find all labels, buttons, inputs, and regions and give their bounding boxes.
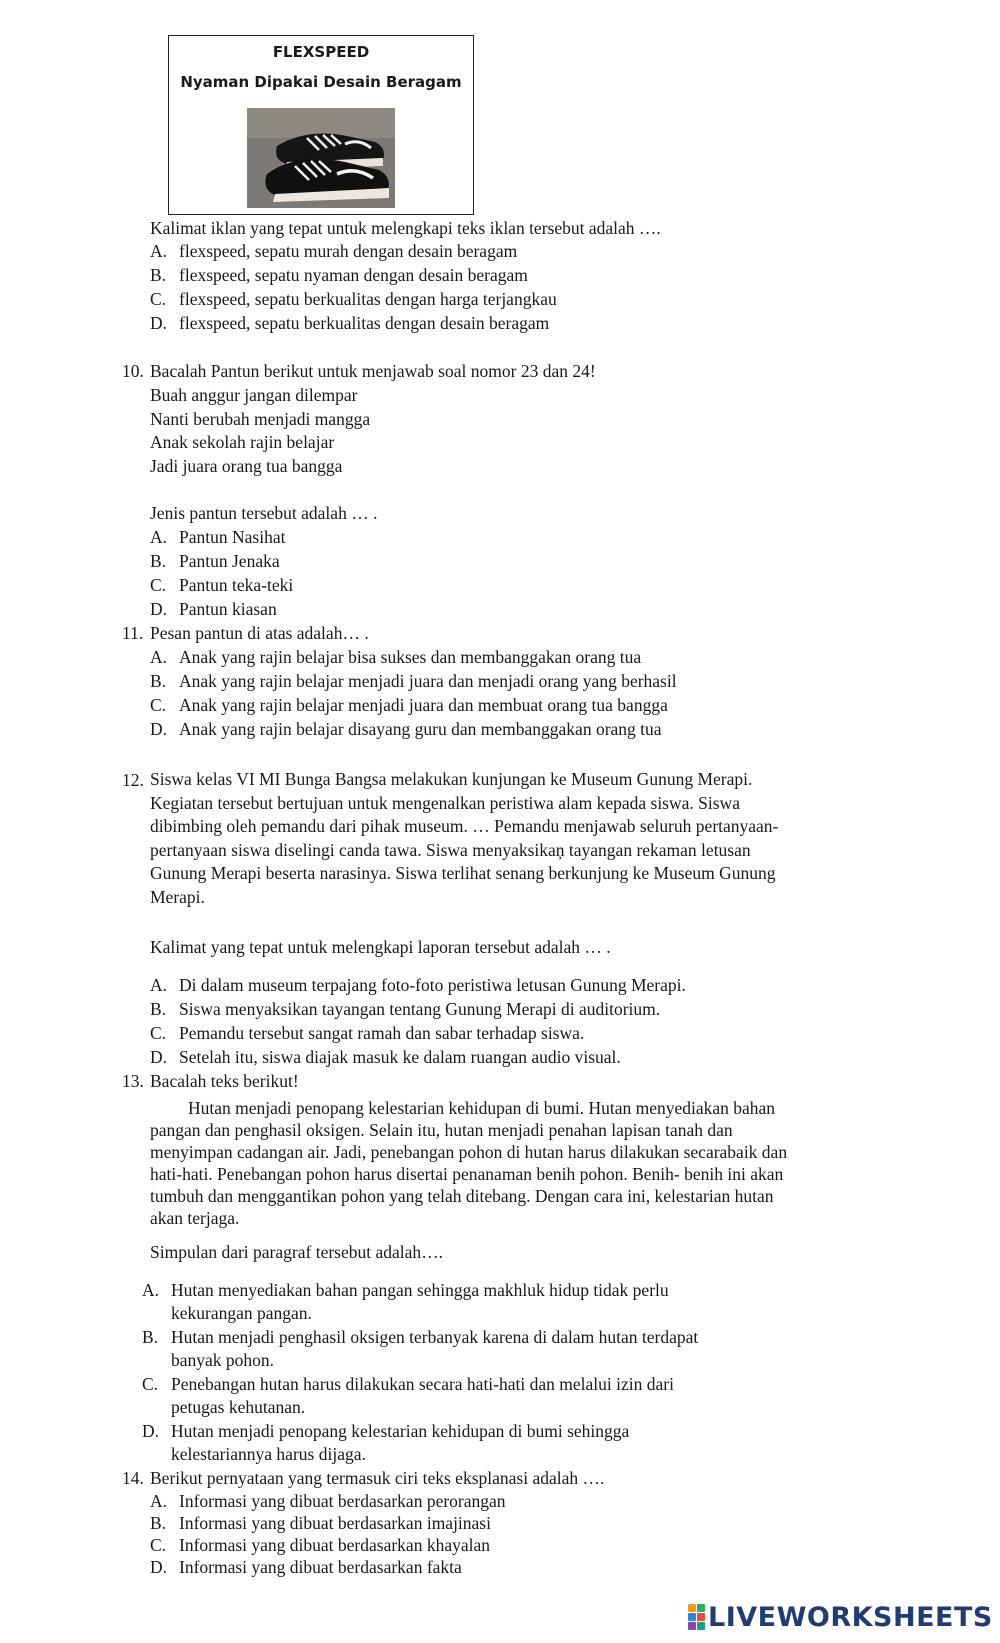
option-letter: A. (150, 527, 168, 547)
paragraph-line: hati-hati. Penebangan pohon harus disertai penanaman benih pohon. Benih- benih ini akan (150, 1164, 784, 1184)
q10-option-d[interactable] (150, 599, 277, 619)
option-letter: B. (150, 1513, 167, 1533)
q11-option-a[interactable] (150, 647, 641, 667)
logo-square (688, 1622, 696, 1630)
pantun-line: Anak sekolah rajin belajar (150, 432, 335, 452)
option-letter: A. (142, 1280, 160, 1300)
option-text: flexspeed, sepatu berkualitas dengan harga terjangkau (179, 289, 557, 309)
option-text-continued: kelestariannya harus dijaga. (171, 1444, 366, 1464)
option-letter: A. (150, 1491, 168, 1511)
q14-option-b[interactable] (150, 1513, 491, 1533)
q12-option-b[interactable] (150, 999, 660, 1019)
paragraph-line: Siswa kelas VI MI Bunga Bangsa melakukan kunjungan ke Museum Gunung Merapi. (150, 769, 753, 789)
option-text: Pantun Nasihat (179, 527, 286, 547)
q9-option-c[interactable] (150, 289, 557, 309)
q12-paragraph (150, 768, 860, 909)
option-letter: D. (150, 599, 168, 619)
liveworksheets-logo[interactable] (688, 1601, 993, 1633)
option-letter: C. (150, 289, 167, 309)
q11-stem: Pesan pantun di atas adalah… . (150, 623, 369, 643)
paragraph-line: Hutan menjadi penopang kelestarian kehidupan di bumi. Hutan menyediakan bahan (188, 1098, 776, 1118)
option-text: Hutan menjadi penghasil oksigen terbanyak karena di dalam hutan terdapat (171, 1327, 699, 1347)
option-letter: C. (150, 575, 167, 595)
option-text: Informasi yang dibuat berdasarkan khayalan (179, 1535, 490, 1555)
q14-stem: Berikut pernyataan yang termasuk ciri teks eksplanasi adalah …. (150, 1468, 605, 1488)
q13-question: Simpulan dari paragraf tersebut adalah…. (150, 1242, 444, 1262)
paragraph-line: pangan dan penghasil oksigen. Selain itu, hutan menjadi penahan lapisan tanah dan (150, 1120, 733, 1140)
option-letter: B. (150, 265, 167, 285)
q14-option-d[interactable] (150, 1557, 462, 1577)
option-text: Setelah itu, siswa diajak masuk ke dalam ruangan audio visual. (179, 1047, 621, 1067)
option-letter: D. (150, 313, 168, 333)
option-text: Hutan menjadi penopang kelestarian kehidupan di bumi sehingga (171, 1421, 630, 1441)
paragraph-line: pertanyaan siswa diselingi canda tawa. Siswa menyaksikaņ tayangan rekaman letusan (150, 839, 751, 860)
q12-number: 12. (122, 770, 144, 790)
logo-square (697, 1622, 705, 1630)
paragraph-line: menyimpan cadangan air. Jadi, penebangan pohon di hutan harus dilakukan secarabaik dan (150, 1142, 788, 1162)
option-letter: D. (142, 1421, 160, 1441)
logo-square (688, 1604, 696, 1612)
advertisement-box (168, 35, 474, 215)
option-letter: B. (150, 551, 167, 571)
option-text: Anak yang rajin belajar bisa sukses dan membanggakan orang tua (179, 647, 642, 667)
q10-option-a[interactable] (150, 527, 285, 547)
option-text: Informasi yang dibuat berdasarkan perorangan (179, 1491, 506, 1511)
option-text: Pantun kiasan (179, 599, 277, 619)
q9-option-d[interactable] (150, 313, 549, 333)
option-letter: C. (142, 1374, 159, 1394)
q13-option-d[interactable] (142, 1421, 629, 1441)
paragraph-line: Gunung Merapi beserta narasinya. Siswa terlihat senang berkunjung ke Museum Gunung (150, 863, 776, 883)
option-letter: D. (150, 1047, 168, 1067)
logo-square (688, 1613, 696, 1621)
paragraph-line: akan terjaga. (150, 1208, 240, 1228)
q9-option-b[interactable] (150, 265, 528, 285)
paragraph-line: Merapi. (150, 886, 205, 907)
paragraph-line: Kegiatan tersebut bertujuan untuk mengenalkan peristiwa alam kepada siswa. Siswa (150, 792, 740, 813)
pantun-line: Buah anggur jangan dilempar (150, 385, 358, 405)
option-text: Penebangan hutan harus dilakukan secara hati-hati dan melalui izin dari (171, 1374, 674, 1394)
paragraph-line: dibimbing oleh pemandu dari pihak museum. … Pemandu menjawab seluruh pertanyaan- (150, 816, 779, 836)
q10-question: Jenis pantun tersebut adalah … . (150, 503, 378, 523)
logo-square (697, 1604, 705, 1612)
option-text: Pemandu tersebut sangat ramah dan sabar terhadap siswa. (179, 1023, 585, 1043)
option-letter: A. (150, 241, 168, 261)
option-letter: C. (150, 1023, 167, 1043)
q12-option-a[interactable] (150, 975, 686, 995)
q10-option-b[interactable] (150, 551, 280, 571)
sneakers-photo (247, 108, 395, 208)
option-text-continued: petugas kehutanan. (171, 1397, 306, 1417)
q11-option-b[interactable] (150, 671, 677, 691)
option-letter: A. (150, 647, 168, 667)
q13-stem: Bacalah teks berikut! (150, 1071, 299, 1091)
q10-option-c[interactable] (150, 575, 293, 595)
logo-square (697, 1613, 705, 1621)
option-letter: B. (150, 671, 167, 691)
q14-option-c[interactable] (150, 1535, 490, 1555)
q11-number: 11. (122, 623, 144, 643)
q12-option-c[interactable] (150, 1023, 584, 1043)
option-text: Anak yang rajin belajar menjadi juara dan menjadi orang yang berhasil (179, 671, 677, 691)
q14-option-a[interactable] (150, 1491, 506, 1511)
option-letter: D. (150, 1557, 168, 1577)
q11-option-d[interactable] (150, 719, 662, 739)
ad-brand-name: FLEXSPEED (272, 43, 370, 61)
option-text: Hutan menyediakan bahan pangan sehingga makhluk hidup tidak perlu (171, 1280, 669, 1300)
q13-option-a[interactable] (142, 1280, 669, 1300)
pantun-line: Nanti berubah menjadi mangga (150, 409, 371, 429)
ad-tagline: Nyaman Dipakai Desain Beragam (180, 73, 462, 91)
option-letter: A. (150, 975, 168, 995)
q9-stem: Kalimat iklan yang tepat untuk melengkapi teks iklan tersebut adalah …. (150, 218, 661, 238)
q14-number: 14. (122, 1468, 144, 1488)
option-text: Informasi yang dibuat berdasarkan fakta (179, 1557, 462, 1577)
logo-text: LIVEWORKSHEETS (708, 1601, 993, 1633)
q12-question: Kalimat yang tepat untuk melengkapi laporan tersebut adalah … . (150, 937, 611, 957)
liveworksheets-logo-icon (688, 1604, 705, 1630)
option-text: Informasi yang dibuat berdasarkan imajinasi (179, 1513, 491, 1533)
option-letter: C. (150, 1535, 167, 1555)
q13-number: 13. (122, 1071, 144, 1091)
option-text: Siswa menyaksikan tayangan tentang Gunung Merapi di auditorium. (179, 999, 661, 1019)
q13-paragraph (150, 1097, 870, 1229)
option-text: flexspeed, sepatu nyaman dengan desain beragam (179, 265, 528, 285)
option-text: Pantun Jenaka (179, 551, 280, 571)
option-text: Di dalam museum terpajang foto-foto peristiwa letusan Gunung Merapi. (179, 975, 686, 995)
option-text-continued: kekurangan pangan. (171, 1303, 312, 1323)
q11-option-c[interactable] (150, 695, 668, 715)
option-text: flexspeed, sepatu berkualitas dengan desain beragam (179, 313, 550, 333)
q10-number: 10. (122, 361, 144, 381)
q10-stem: Bacalah Pantun berikut untuk menjawab soal nomor 23 dan 24! (150, 361, 596, 381)
option-text: Anak yang rajin belajar disayang guru dan membanggakan orang tua (179, 719, 662, 739)
option-text: flexspeed, sepatu murah dengan desain beragam (179, 241, 518, 261)
pantun-line: Jadi juara orang tua bangga (150, 456, 343, 476)
q9-option-a[interactable] (150, 241, 517, 261)
paragraph-line: tumbuh dan menggantikan pohon yang telah ditebang. Dengan cara ini, kelestarian hutan (150, 1186, 774, 1206)
option-text-continued: banyak pohon. (171, 1350, 275, 1370)
option-letter: D. (150, 719, 168, 739)
option-letter: B. (142, 1327, 159, 1347)
q13-option-b[interactable] (142, 1327, 698, 1347)
option-text: Pantun teka-teki (179, 575, 294, 595)
option-letter: C. (150, 695, 167, 715)
q12-option-d[interactable] (150, 1047, 621, 1067)
option-letter: B. (150, 999, 167, 1019)
q13-option-c[interactable] (142, 1374, 674, 1394)
option-text: Anak yang rajin belajar menjadi juara dan membuat orang tua bangga (179, 695, 668, 715)
